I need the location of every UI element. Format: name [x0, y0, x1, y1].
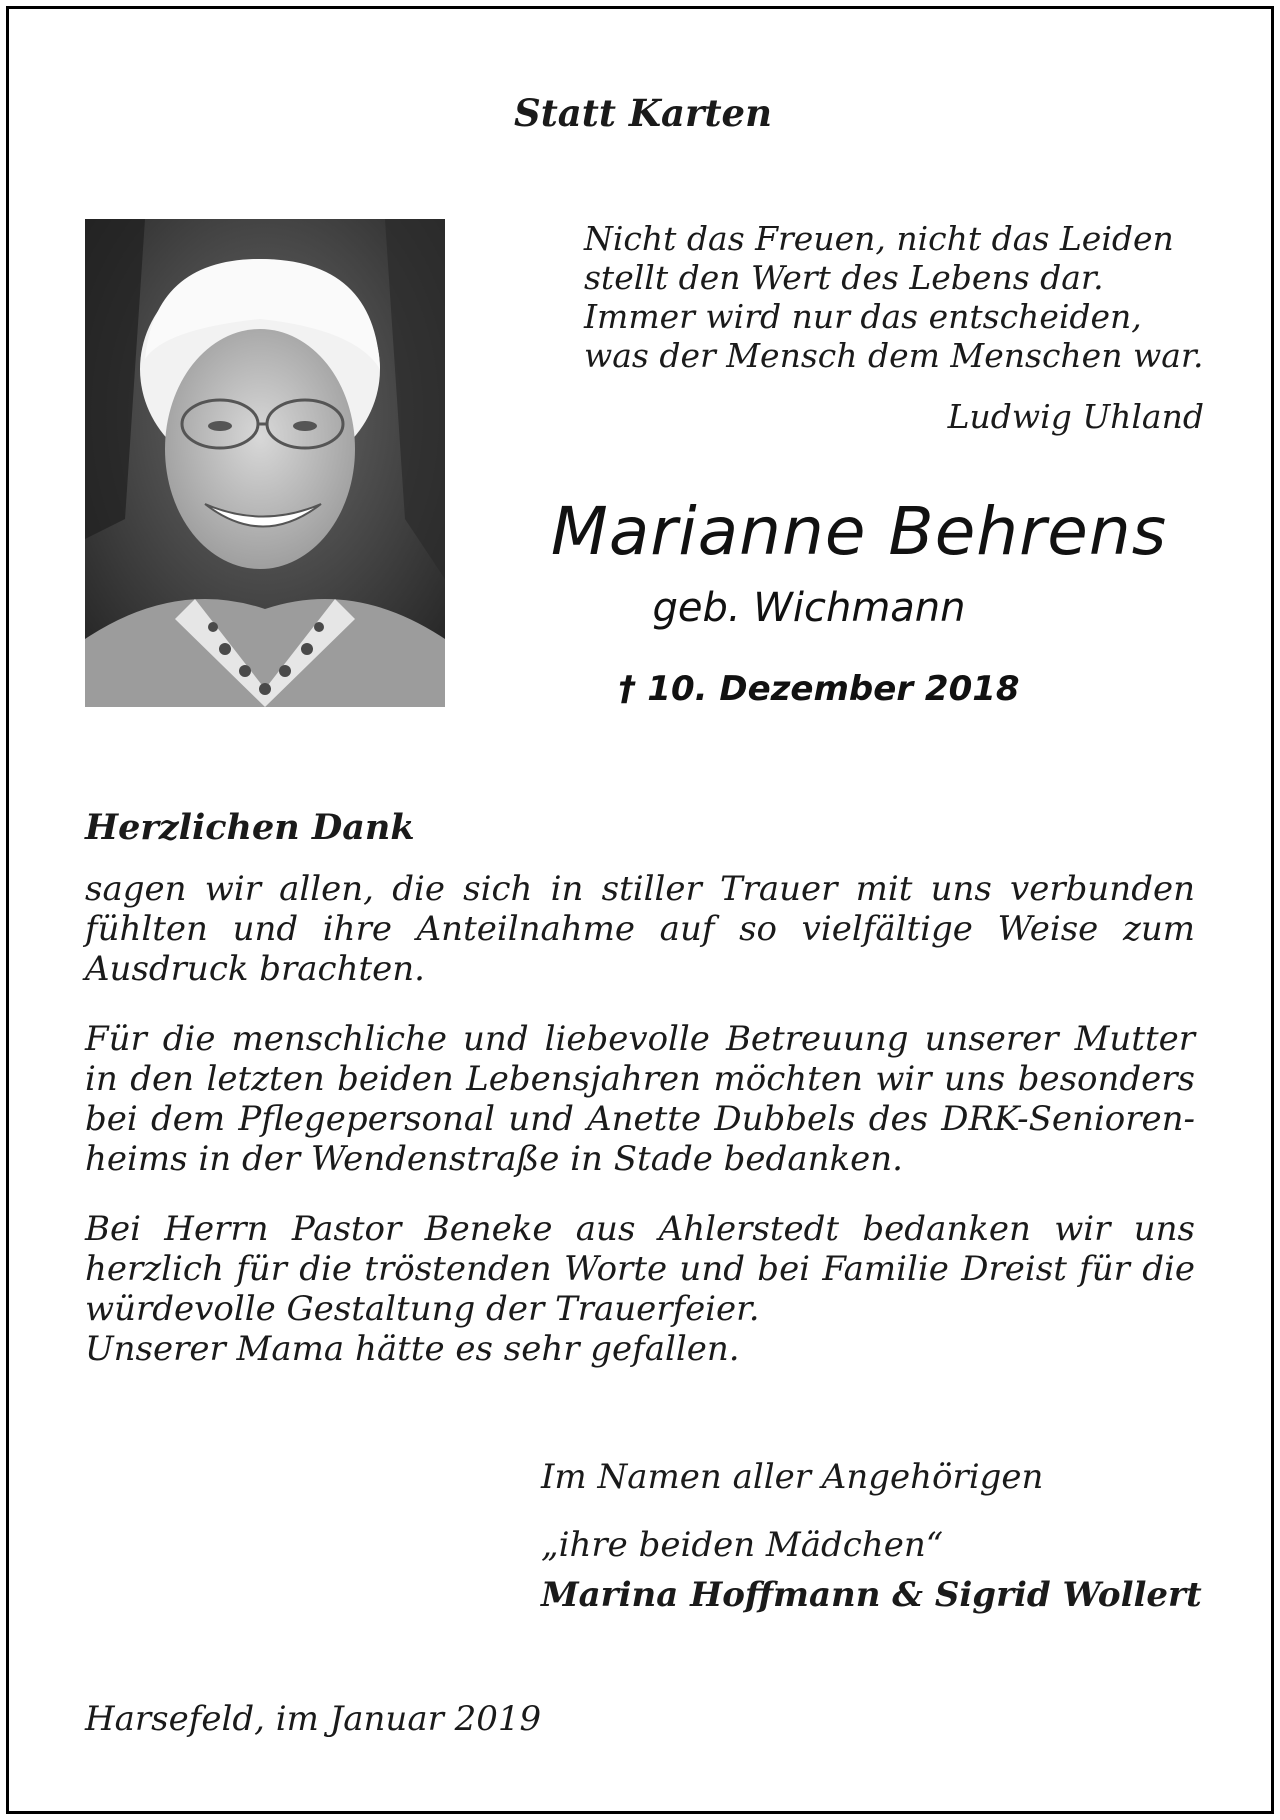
portrait-photo-icon [85, 219, 445, 707]
thanks-paragraph: sagen wir allen, die sich in stiller Trauer mit uns verbunden fühlten und ihre Anteilnahme auf so vielfältige Weise zum Ausdruck brachten. [85, 869, 1195, 989]
thanks-paragraph: Bei Herrn Pastor Beneke aus Ahlerstedt bedanken wir uns herzlich für die tröstenden Worte und bei Familie Dreist für die würdevolle Gestaltung der Trauerfeier. [85, 1209, 1195, 1329]
thanks-heading: Herzlichen Dank [85, 807, 415, 848]
deceased-name: Marianne Behrens [550, 493, 1168, 570]
closing-daughters: „ihre beiden Mädchen“ [541, 1525, 944, 1565]
closing-on-behalf: Im Namen aller Angehörigen [541, 1457, 1044, 1497]
poem-line: Nicht das Freuen, nicht das Leiden [584, 219, 1174, 258]
portrait-photo-drawing [85, 219, 445, 707]
poem-line: was der Mensch dem Menschen war. [584, 336, 1204, 375]
maiden-name: geb. Wichmann [652, 585, 966, 631]
poem-author: Ludwig Uhland [947, 397, 1204, 436]
thanks-final-line: Unserer Mama hätte es sehr gefallen. [85, 1329, 740, 1369]
poem-line: Immer wird nur das entscheiden, [584, 297, 1142, 336]
thanks-paragraph: Für die menschliche und liebevolle Betreuung unserer Mutter in den letzten beiden Lebensjahren möchten wir uns besonders bei dem Pflegepersonal und Anette Dubbels des DRK-Seniorenheims in der Wendenstraße in Stade bedanken. [85, 1019, 1195, 1179]
poem-line: stellt den Wert des Lebens dar. [584, 258, 1104, 297]
death-date: † 10. Dezember 2018 [618, 669, 1020, 709]
closing-signers: Marina Hoffmann & Sigrid Wollert [541, 1575, 1202, 1615]
header-note: Statt Karten [513, 91, 772, 135]
obituary-card [6, 6, 1274, 1814]
place-date: Harsefeld, im Januar 2019 [85, 1699, 542, 1739]
poem [584, 219, 1224, 375]
